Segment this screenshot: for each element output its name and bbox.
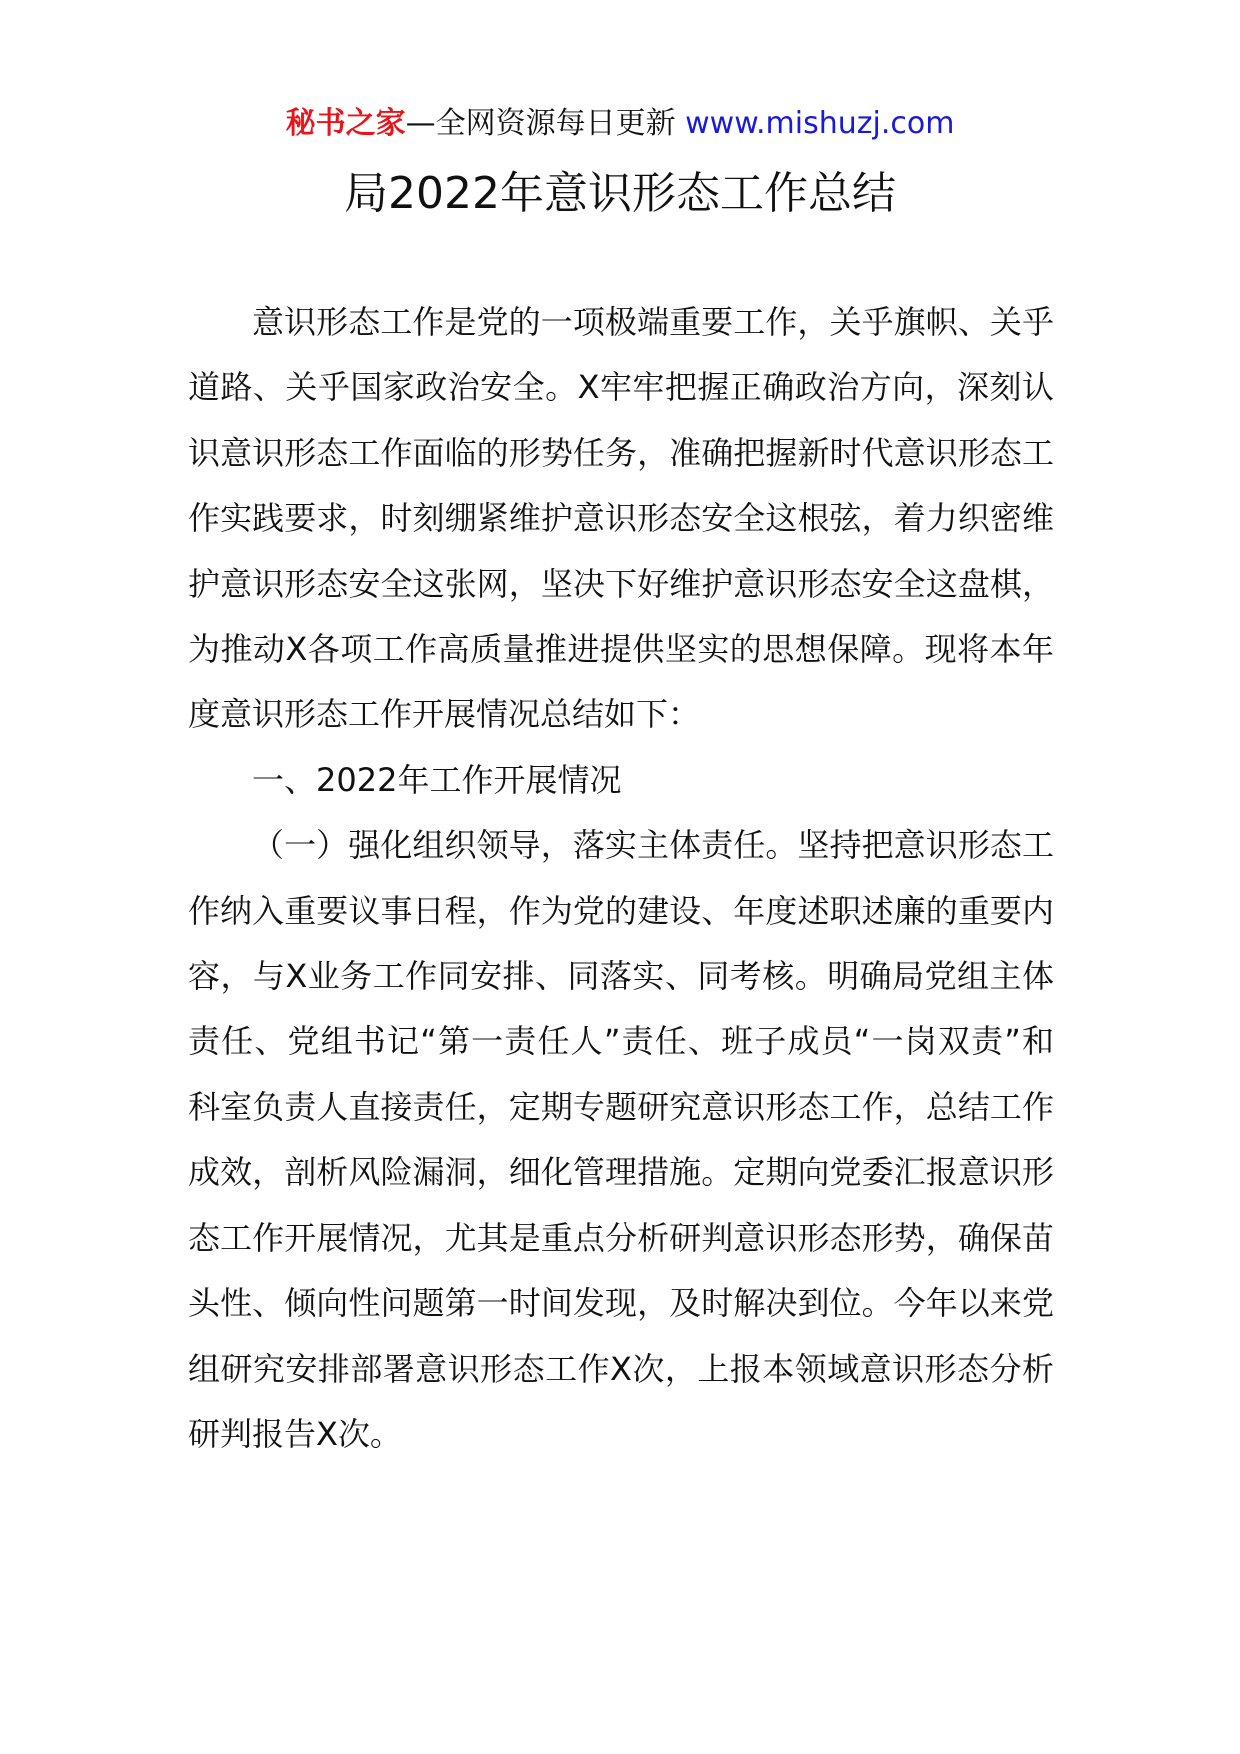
header-banner bbox=[0, 104, 1240, 144]
document-body bbox=[188, 290, 1054, 1467]
brand-name: 秘书之家 bbox=[285, 106, 406, 141]
header-tagline: —全网资源每日更新 bbox=[405, 106, 686, 141]
intro-paragraph: 意识形态工作是党的一项极端重要工作，关乎旗帜、关乎道路、关乎国家政治安全。X牢牢把握正确政治方向，深刻认识意识形态工作面临的形势任务，准确把握新时代意识形态工作实践要求，时刻绷紧维护意识形态安全这根弦，着力织密维护意识形态安全这张网，坚决下好维护意识形态安全这盘棋，为推动X各项工作高质量推进提供坚实的思想保障。现将本年度意识形态工作开展情况总结如下： bbox=[188, 303, 1054, 734]
site-url-link[interactable]: www.mishuzj.com bbox=[685, 106, 955, 141]
section-paragraph: （一）强化组织领导，落实主体责任。坚持把意识形态工作纳入重要议事日程，作为党的建设、年度述职述廉的重要内容，与X业务工作同安排、同落实、同考核。明确局党组主体责任、党组书记“第一责任人”责任、班子成员“一岗双责”和科室负责人直接责任，定期专题研究意识形态工作，总结工作成效，剖析风险漏洞，细化管理措施。定期向党委汇报意识形态工作开展情况，尤其是重点分析研判意识形态形势，确保苗头性、倾向性问题第一时间发现，及时解决到位。今年以来党组研究安排部署意识形态工作X次，上报本领域意识形态分析研判报告X次。 bbox=[188, 826, 1054, 1453]
document-title: 局2022年意识形态工作总结 bbox=[344, 168, 896, 219]
section-heading: 一、2022年工作开展情况 bbox=[252, 760, 622, 799]
